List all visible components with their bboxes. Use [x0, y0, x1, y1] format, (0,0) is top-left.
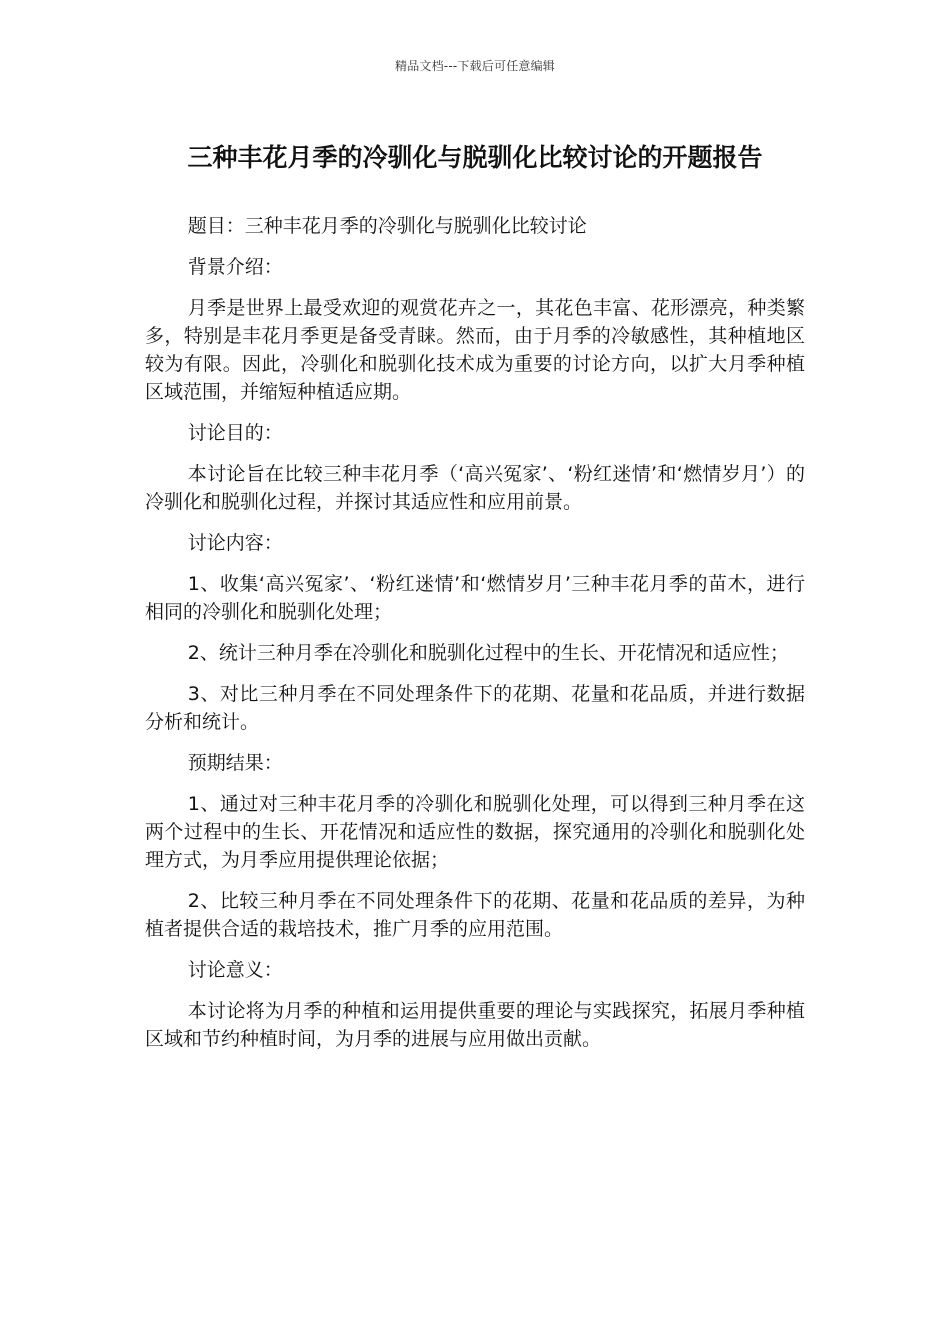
section-heading-purpose: 讨论目的：: [187, 422, 283, 444]
paragraph-background: 月季是世界上最受欢迎的观赏花卉之一，其花色丰富、花形漂亮，种类繁多，特别是丰花月季更是备受青睐。然而，由于月季的冷敏感性，其种植地区较为有限。因此，冷驯化和脱驯化技术成为重要的讨论方向，以扩大月季种植区域范围，并缩短种植适应期。: [145, 297, 805, 403]
section-heading-expected-results: 预期结果：: [187, 752, 283, 774]
document-body: [145, 212, 805, 1066]
paragraph-result-item-1: 1、通过对三种丰花月季的冷驯化和脱驯化处理，可以得到三种月季在这两个过程中的生长、开花情况和适应性的数据，探究通用的冷驯化和脱驯化处理方式，为月季应用提供理论依据；: [145, 793, 805, 871]
paragraph-content-item-1: 1、收集‘高兴冤家’、‘粉红迷情’和‘燃情岁月’三种丰花月季的苗木，进行相同的冷驯化和脱驯化处理；: [145, 573, 805, 623]
paragraph-result-item-2: 2、比较三种月季在不同处理条件下的花期、花量和花品质的差异，为种植者提供合适的栽培技术，推广月季的应用范围。: [145, 890, 805, 940]
section-heading-content: 讨论内容：: [187, 532, 283, 554]
paragraph-significance: 本讨论将为月季的种植和运用提供重要的理论与实践探究，拓展月季种植区域和节约种植时间，为月季的进展与应用做出贡献。: [145, 1000, 805, 1050]
section-heading-background: 背景介绍：: [187, 256, 283, 278]
paragraph-content-item-3: 3、对比三种月季在不同处理条件下的花期、花量和花品质，并进行数据分析和统计。: [145, 683, 805, 733]
page-header: 精品文档---下载后可任意编辑: [395, 59, 555, 73]
paragraph-topic: 题目：三种丰花月季的冷驯化与脱驯化比较讨论: [187, 215, 587, 237]
paragraph-content-item-2: 2、统计三种月季在冷驯化和脱驯化过程中的生长、开花情况和适应性；: [187, 642, 789, 664]
paragraph-purpose: 本讨论旨在比较三种丰花月季（‘高兴冤家’、‘粉红迷情’和‘燃情岁月’）的冷驯化和脱驯化过程，并探讨其适应性和应用前景。: [145, 463, 805, 513]
section-heading-significance: 讨论意义：: [187, 959, 283, 981]
document-title: 三种丰花月季的冷驯化与脱驯化比较讨论的开题报告: [187, 143, 763, 172]
